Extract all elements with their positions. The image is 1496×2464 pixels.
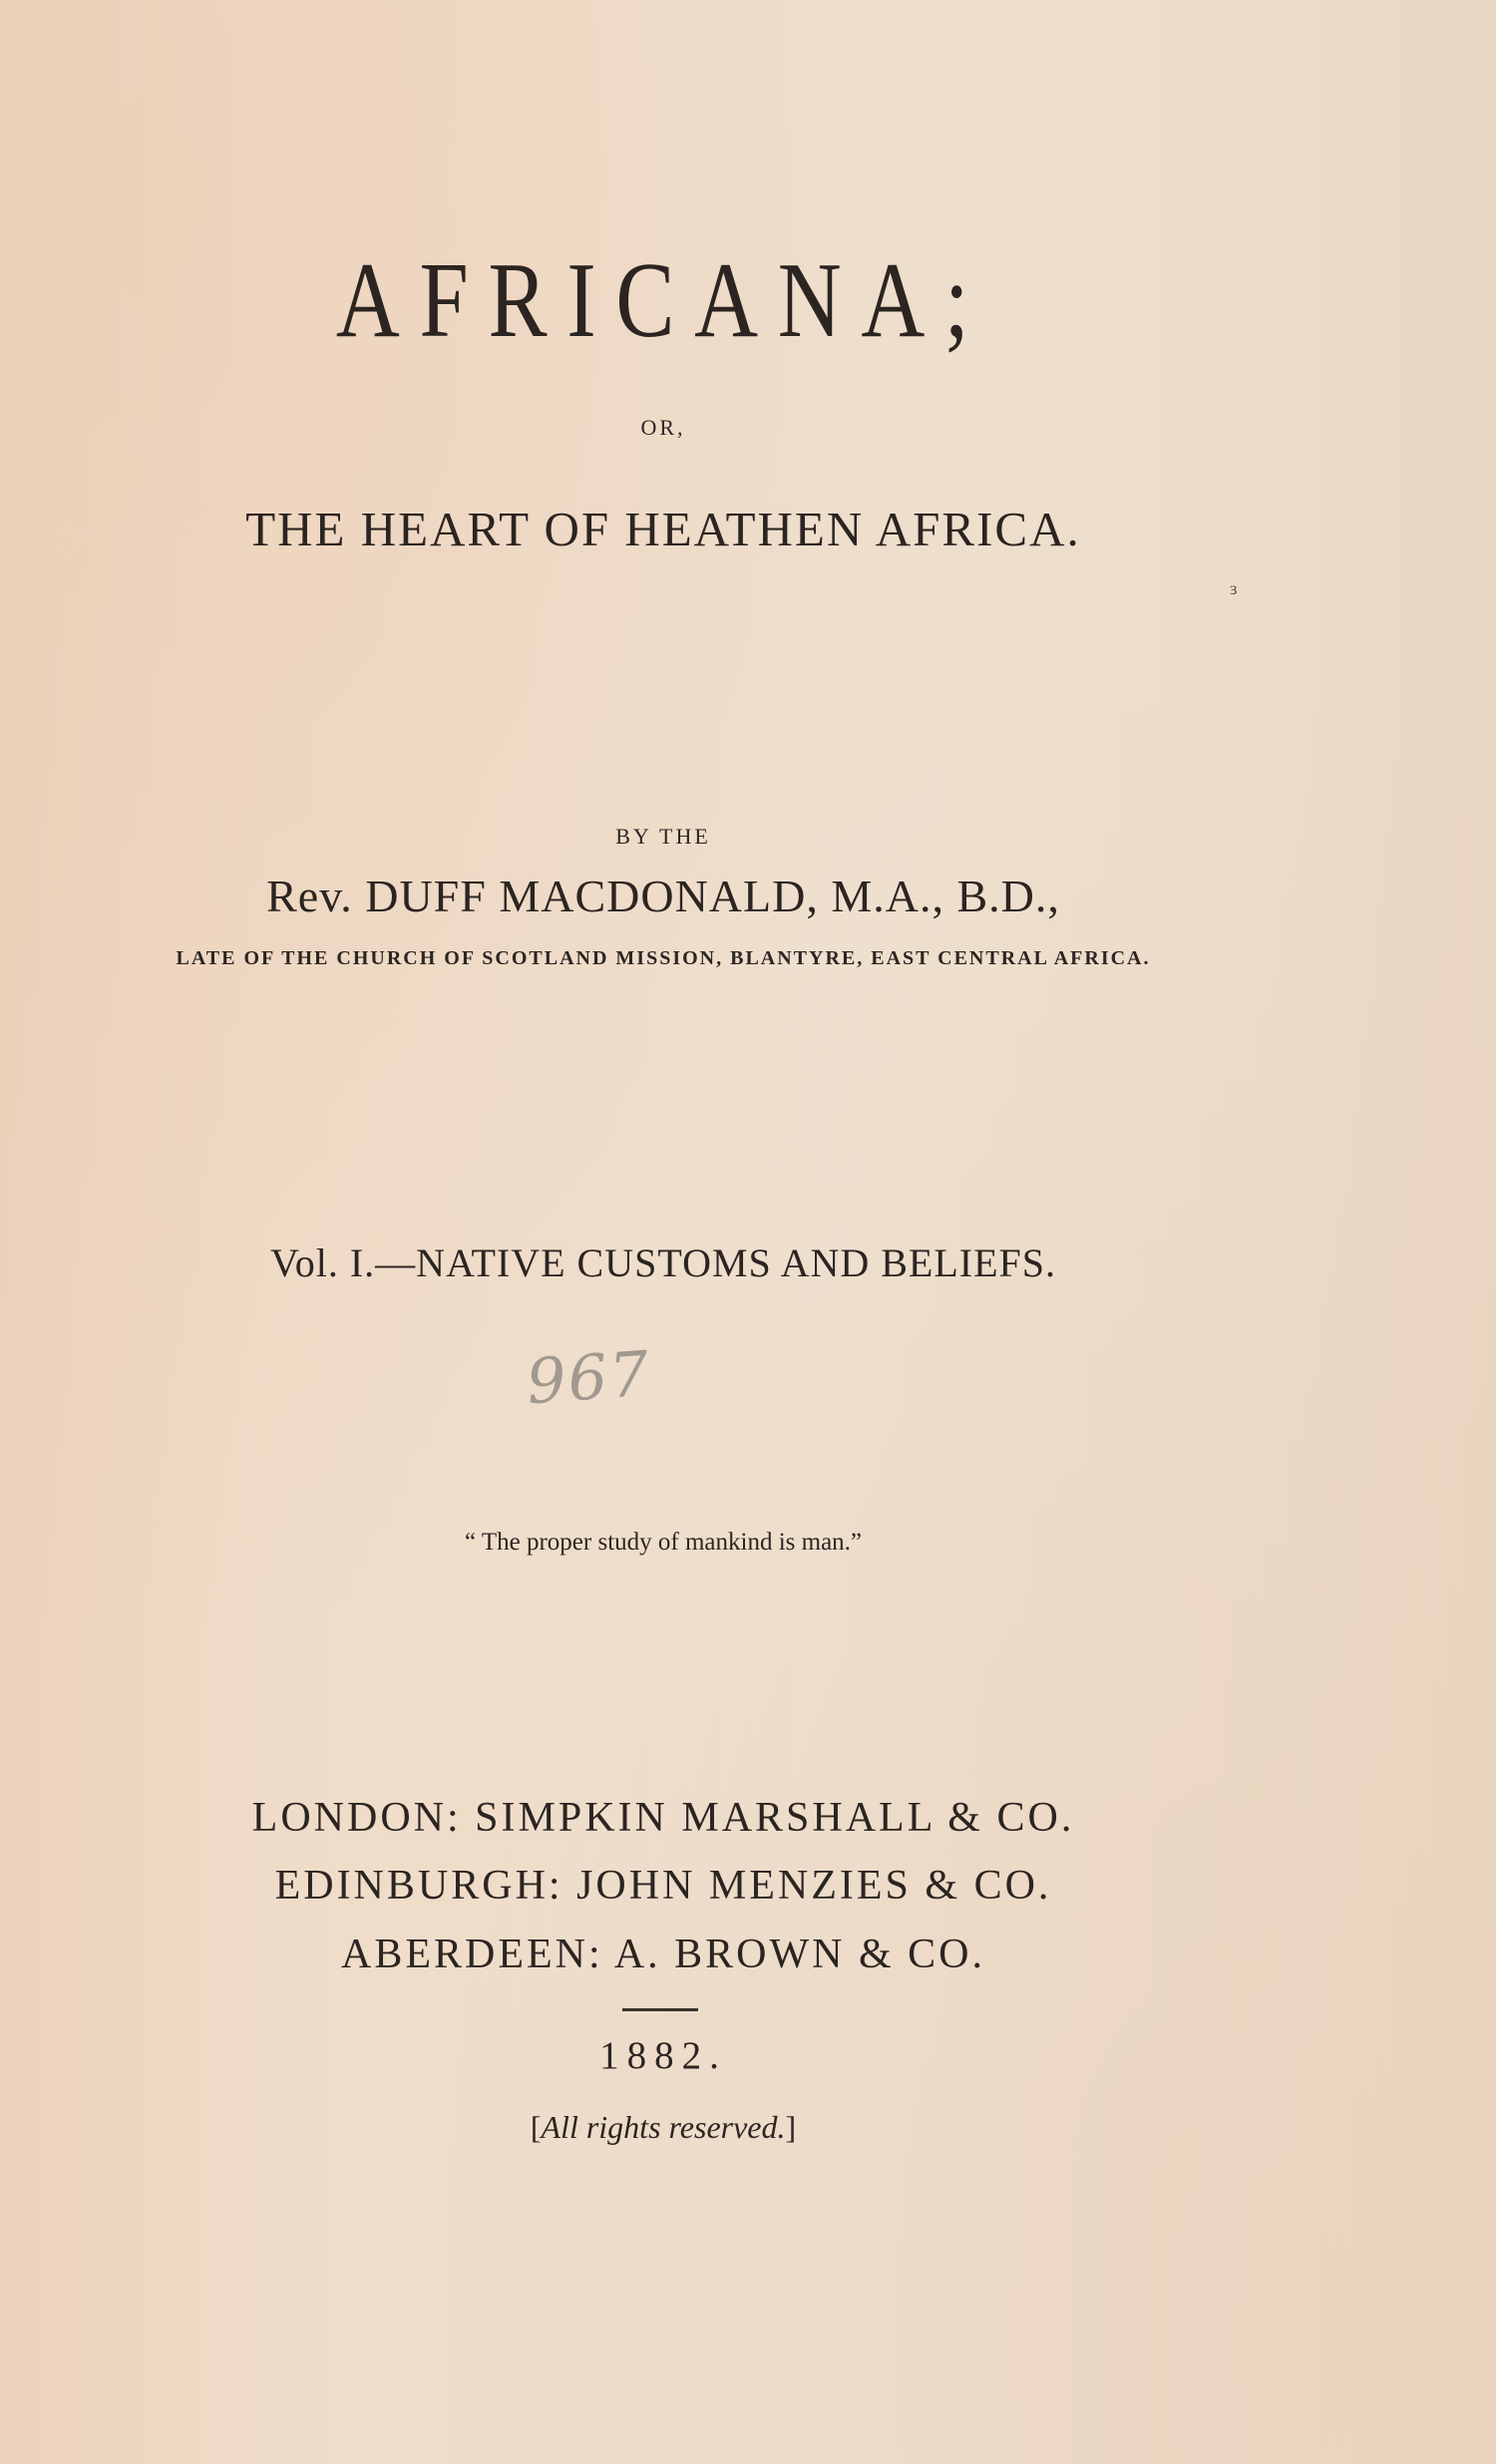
handwritten-number: 967 [524,1336,653,1419]
epigraph: “ The proper study of mankind is man.” [464,1529,863,1556]
divider-rule [622,2008,698,2011]
rights-close-bracket: ] [785,2109,797,2145]
book-title: AFRICANA; [335,241,989,360]
margin-mark: ɜ [1230,578,1238,598]
author-name: Rev. DUFF MACDONALD, M.A., B.D., [266,871,1060,921]
publication-year: 1882. [599,2034,727,2077]
or-connector: OR, [640,415,686,440]
by-line: BY THE [615,824,711,849]
publisher-edinburgh: EDINBURGH: JOHN MENZIES & CO. [274,1863,1052,1909]
publisher-aberdeen: ABERDEEN: A. BROWN & CO. [340,1932,985,1977]
volume-title: Vol. I.—NATIVE CUSTOMS AND BELIEFS. [269,1240,1057,1285]
rights-text: All rights reserved. [541,2109,786,2145]
publisher-london: LONDON: SIMPKIN MARSHALL & CO. [251,1795,1075,1841]
author-affiliation: LATE OF THE CHURCH OF SCOTLAND MISSION, BLANTYRE, EAST CENTRAL AFRICA. [176,947,1151,969]
rights-open-bracket: [ [530,2109,542,2145]
book-subtitle: THE HEART OF HEATHEN AFRICA. [245,502,1081,556]
rights-notice [0,2109,1326,2146]
